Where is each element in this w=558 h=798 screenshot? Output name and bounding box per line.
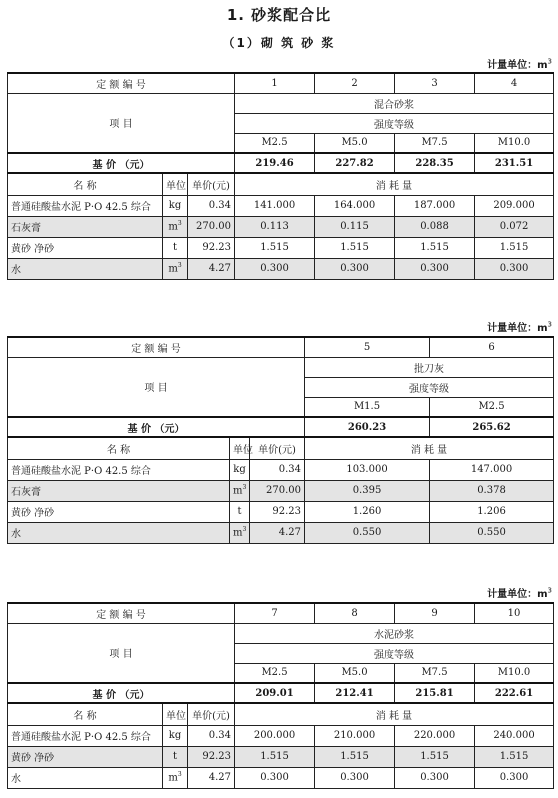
unit-label-3: 计量单位：$m^3$ [487, 586, 552, 600]
consumption-value: 1.260 [305, 501, 430, 522]
consumption-value: 209.000 [475, 195, 554, 216]
material-name: 普通硅酸盐水泥 P·O 42.5 综合 [8, 725, 163, 746]
base-price-value: 222.61 [475, 683, 554, 703]
material-name: 黄砂 净砂 [8, 501, 230, 522]
material-row [8, 258, 554, 279]
base-price-label: 基 价 （元） [8, 417, 305, 437]
base-price-value: 231.51 [475, 153, 554, 173]
unit-price-header: 单价(元) [250, 437, 305, 459]
consumption-value: 147.000 [430, 459, 554, 480]
mortar-type: 批刀灰 [305, 357, 554, 377]
base-price-value: 265.62 [430, 417, 554, 437]
strength-grade: M7.5 [395, 133, 475, 153]
consumption-value: 0.115 [315, 216, 395, 237]
page-title: 1. 砂浆配合比 [226, 6, 332, 24]
strength-grade: M2.5 [235, 133, 315, 153]
material-unit: t [230, 501, 250, 522]
mortar-type: 混合砂浆 [235, 93, 554, 113]
consumption-value: 0.300 [235, 258, 315, 279]
quota-code: 8 [315, 603, 395, 623]
consumption-value: 0.300 [475, 767, 554, 788]
consumption-value: 0.300 [395, 767, 475, 788]
material-unit-price: 270.00 [250, 480, 305, 501]
quota-no-label: 定 额 编 号 [8, 603, 235, 623]
strength-grade: M1.5 [305, 397, 430, 417]
quota-code: 3 [395, 73, 475, 93]
material-row [8, 522, 554, 543]
quota-table-3 [7, 602, 554, 789]
base-price-label: 基 价 （元） [8, 153, 235, 173]
consumption-value: 220.000 [395, 725, 475, 746]
strength-grade: M7.5 [395, 663, 475, 683]
consumption-value: 210.000 [315, 725, 395, 746]
material-unit-price: 4.27 [188, 767, 235, 788]
material-row [8, 725, 554, 746]
material-name: 普通硅酸盐水泥 P·O 42.5 综合 [8, 195, 163, 216]
material-row [8, 480, 554, 501]
quota-table-2 [7, 336, 554, 544]
material-unit-price: 92.23 [188, 237, 235, 258]
material-unit: kg [230, 459, 250, 480]
material-unit: t [163, 237, 188, 258]
strength-grade: M2.5 [235, 663, 315, 683]
material-unit-price: 270.00 [188, 216, 235, 237]
base-price-value: 260.23 [305, 417, 430, 437]
consumption-value: 1.515 [395, 746, 475, 767]
item-label: 项 目 [8, 93, 235, 153]
material-unit: t [163, 746, 188, 767]
material-unit: $m^3$ [230, 480, 250, 501]
material-name: 石灰膏 [8, 216, 163, 237]
quota-code: 6 [430, 337, 554, 357]
consumption-value: 0.300 [315, 767, 395, 788]
consumption-value: 1.515 [395, 237, 475, 258]
item-label: 项 目 [8, 623, 235, 683]
consumption-value: 0.300 [315, 258, 395, 279]
material-row [8, 195, 554, 216]
material-unit-price: 4.27 [250, 522, 305, 543]
base-price-value: 215.81 [395, 683, 475, 703]
material-row [8, 501, 554, 522]
consumption-value: 1.515 [235, 237, 315, 258]
consumption-value: 200.000 [235, 725, 315, 746]
base-price-label: 基 价 （元） [8, 683, 235, 703]
material-name: 水 [8, 767, 163, 788]
consumption-value: 0.300 [475, 258, 554, 279]
quota-code: 2 [315, 73, 395, 93]
material-row [8, 459, 554, 480]
material-name: 石灰膏 [8, 480, 230, 501]
material-unit: kg [163, 195, 188, 216]
consumption-value: 141.000 [235, 195, 315, 216]
base-price-value: 212.41 [315, 683, 395, 703]
consumption-value: 0.300 [235, 767, 315, 788]
quota-table-1 [7, 72, 554, 280]
consumption-value: 0.113 [235, 216, 315, 237]
consumption-value: 0.395 [305, 480, 430, 501]
quota-code: 7 [235, 603, 315, 623]
strength-label: 强度等级 [235, 113, 554, 133]
material-name: 黄砂 净砂 [8, 237, 163, 258]
material-unit-price: 92.23 [250, 501, 305, 522]
quota-code: 4 [475, 73, 554, 93]
unit-label-2: 计量单位：$m^3$ [487, 320, 552, 334]
unit-header: 单位 [163, 173, 188, 195]
material-unit-price: 0.34 [188, 195, 235, 216]
material-unit: $m^3$ [163, 767, 188, 788]
material-name: 黄砂 净砂 [8, 746, 163, 767]
material-unit-price: 0.34 [188, 725, 235, 746]
consumption-value: 0.300 [395, 258, 475, 279]
material-row [8, 237, 554, 258]
consumption-value: 187.000 [395, 195, 475, 216]
material-unit-price: 0.34 [250, 459, 305, 480]
consumption-value: 240.000 [475, 725, 554, 746]
consumption-value: 1.515 [475, 237, 554, 258]
consumption-value: 0.550 [430, 522, 554, 543]
unit-header: 单位 [163, 703, 188, 725]
material-unit-price: 4.27 [188, 258, 235, 279]
consumption-value: 1.515 [235, 746, 315, 767]
strength-grade: M10.0 [475, 663, 554, 683]
quota-code: 9 [395, 603, 475, 623]
base-price-value: 227.82 [315, 153, 395, 173]
name-header: 名 称 [8, 703, 163, 725]
strength-grade: M5.0 [315, 663, 395, 683]
quota-code: 10 [475, 603, 554, 623]
consumption-value: 0.550 [305, 522, 430, 543]
consumption-value: 1.515 [315, 237, 395, 258]
unit-header: 单位 [230, 437, 250, 459]
consumption-header: 消 耗 量 [235, 173, 554, 195]
material-unit-price: 92.23 [188, 746, 235, 767]
quota-no-label: 定 额 编 号 [8, 73, 235, 93]
unit-price-header: 单价(元) [188, 703, 235, 725]
material-name: 水 [8, 258, 163, 279]
mortar-type: 水泥砂浆 [235, 623, 554, 643]
material-row [8, 746, 554, 767]
base-price-value: 219.46 [235, 153, 315, 173]
quota-code: 5 [305, 337, 430, 357]
material-name: 水 [8, 522, 230, 543]
base-price-value: 228.35 [395, 153, 475, 173]
unit-label-1: 计量单位：$m^3$ [487, 57, 552, 71]
material-unit: $m^3$ [230, 522, 250, 543]
consumption-value: 0.072 [475, 216, 554, 237]
material-unit: $m^3$ [163, 216, 188, 237]
strength-grade: M10.0 [475, 133, 554, 153]
strength-label: 强度等级 [235, 643, 554, 663]
base-price-value: 209.01 [235, 683, 315, 703]
item-label: 项 目 [8, 357, 305, 417]
consumption-value: 164.000 [315, 195, 395, 216]
strength-grade: M5.0 [315, 133, 395, 153]
consumption-value: 1.515 [315, 746, 395, 767]
material-row [8, 767, 554, 788]
name-header: 名 称 [8, 437, 230, 459]
material-row [8, 216, 554, 237]
consumption-value: 1.515 [475, 746, 554, 767]
quota-no-label: 定 额 编 号 [8, 337, 305, 357]
name-header: 名 称 [8, 173, 163, 195]
material-name: 普通硅酸盐水泥 P·O 42.5 综合 [8, 459, 230, 480]
consumption-header: 消 耗 量 [235, 703, 554, 725]
material-unit: kg [163, 725, 188, 746]
material-unit: $m^3$ [163, 258, 188, 279]
consumption-value: 103.000 [305, 459, 430, 480]
consumption-value: 1.206 [430, 501, 554, 522]
consumption-value: 0.378 [430, 480, 554, 501]
section-subtitle: （1）砌 筑 砂 浆 [222, 36, 336, 50]
unit-price-header: 单价(元) [188, 173, 235, 195]
strength-label: 强度等级 [305, 377, 554, 397]
quota-code: 1 [235, 73, 315, 93]
strength-grade: M2.5 [430, 397, 554, 417]
consumption-value: 0.088 [395, 216, 475, 237]
consumption-header: 消 耗 量 [305, 437, 554, 459]
